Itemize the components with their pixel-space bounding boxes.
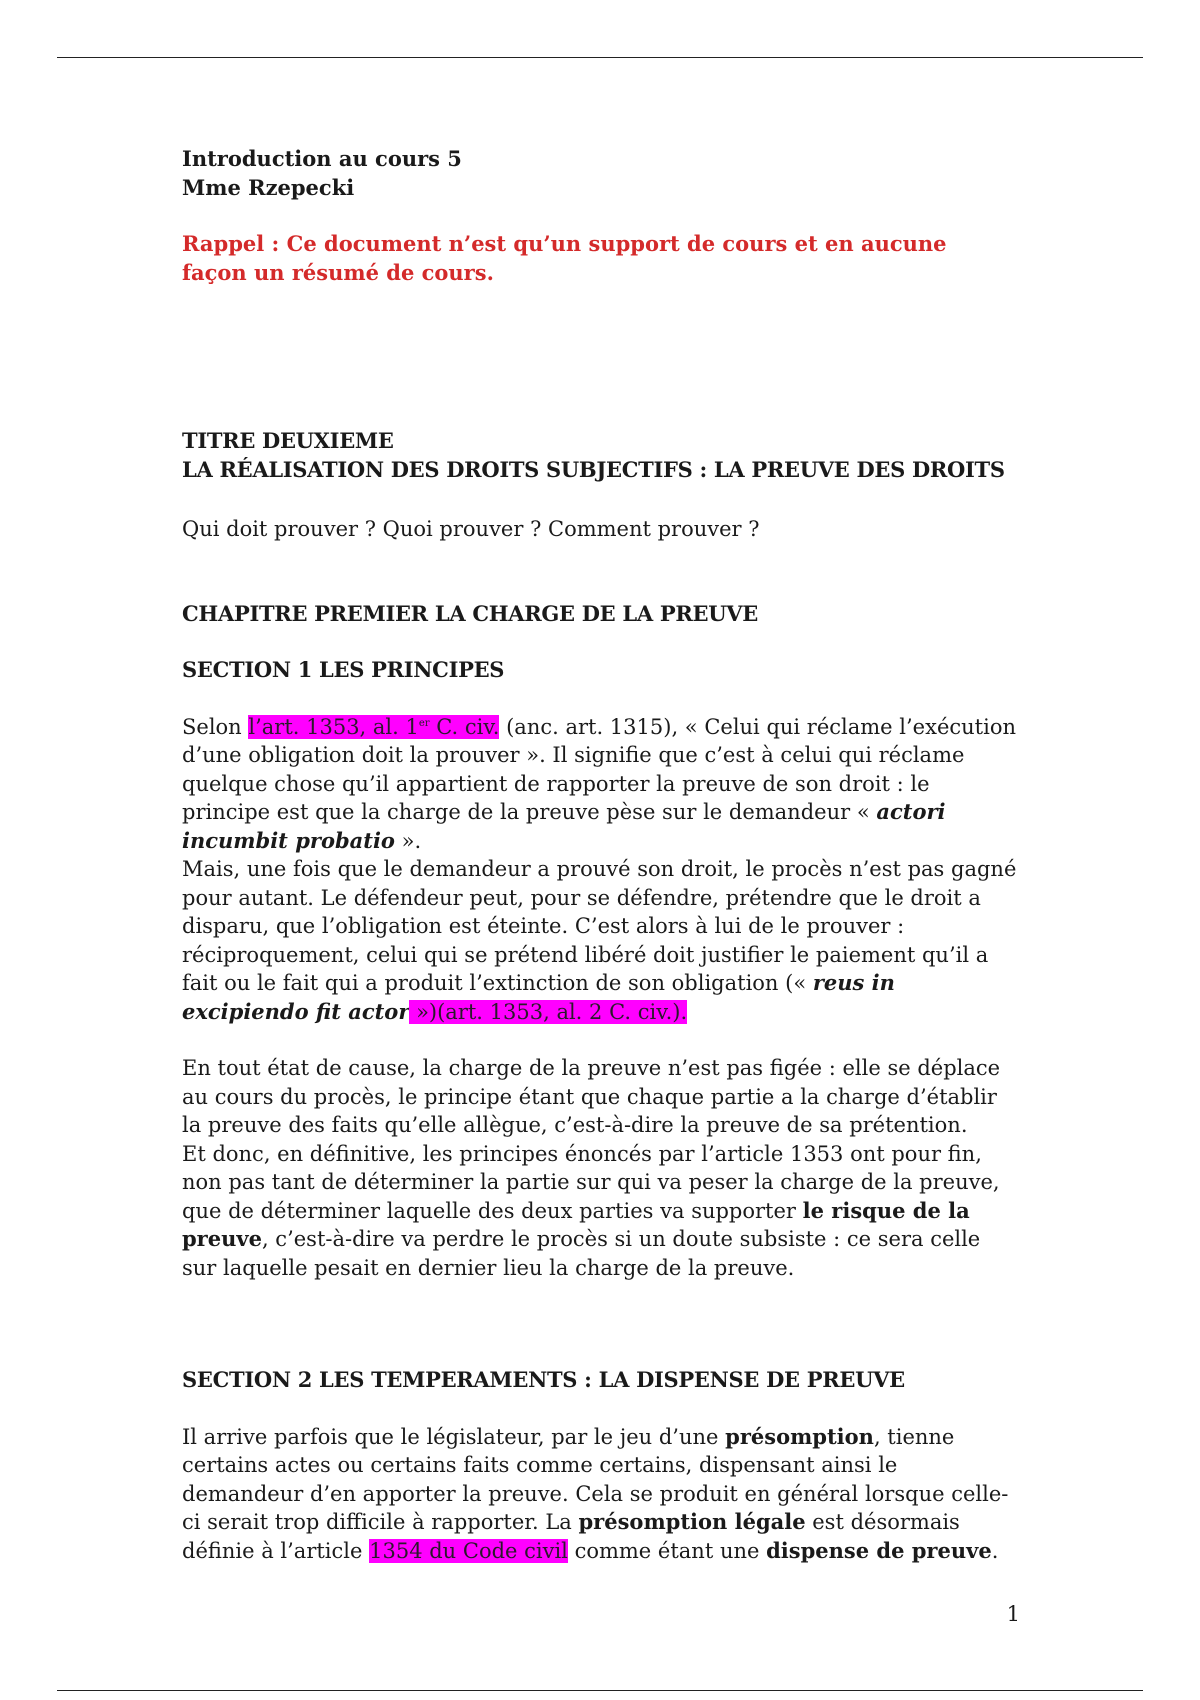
title-main: LA RÉALISATION DES DROITS SUBJECTIFS : LA PREUVE DES DROITS <box>182 456 1005 482</box>
title-label: TITRE DEUXIEME <box>182 428 394 453</box>
article-reference-highlight: »)(art. 1353, al. 2 C. civ.). <box>409 999 688 1024</box>
reminder-note: Rappel : Ce document n’est qu’un support de cours et en aucune façon un résumé de cours. <box>182 231 947 285</box>
bottom-rule <box>57 1690 1143 1691</box>
course-line: Introduction au cours 5 <box>182 146 462 171</box>
article-reference-highlight: l’art. 1353, al. 1er C. civ. <box>248 714 500 739</box>
top-rule <box>57 57 1143 58</box>
page-number: 1 <box>1006 1602 1020 1626</box>
chapter-heading: CHAPITRE PREMIER LA CHARGE DE LA PREUVE <box>182 600 758 626</box>
section1-heading: SECTION 1 LES PRINCIPES <box>182 657 505 682</box>
section2-heading: SECTION 2 LES TEMPERAMENTS : LA DISPENSE DE PREUVE <box>182 1367 905 1392</box>
teacher-name: Mme Rzepecki <box>182 174 355 200</box>
section1-paragraph-4: Et donc, en définitive, les principes énoncés par l’article 1353 ont pour fin, non pas tant de déterminer la partie sur qui va peser la charge de la preuve, que de déterminer laquelle des deux parties va supporter le risque de la preuve, c’est-à-dire va perdre le procès si un doute subsiste : ce sera celle sur laquelle pesait en dernier lieu la charge de la preuve. <box>182 1141 1000 1280</box>
section1-paragraph-3: En tout état de cause, la charge de la preuve n’est pas figée : elle se déplace au cours du procès, le principe étant que chaque partie a la charge d’établir la preuve des faits qu’elle allègue, c’est-à-dire la preuve de sa prétention. <box>182 1056 1001 1137</box>
questions-line: Qui doit prouver ? Quoi prouver ? Comment prouver ? <box>182 517 760 541</box>
article-reference-highlight: 1354 du Code civil <box>369 1538 568 1563</box>
document-body <box>182 145 1018 1565</box>
section1-paragraph-2: Mais, une fois que le demandeur a prouvé son droit, le procès n’est pas gagné pour autant. Le défendeur peut, pour se défendre, prétendre que le droit a disparu, que l’obligation est éteinte. C’est alors à lui de le prouver : réciproquement, celui qui se prétend libéré doit justifier le paiement qu’il a fait ou le fait qui a produit l’extinction de son obligation (« reus in excipiendo fit actor »)(art. 1353, al. 2 C. civ.). <box>182 857 1017 1024</box>
section2-paragraph-1: Il arrive parfois que le législateur, par le jeu d’une présomption, tienne certains actes ou certains faits comme certains, dispensant ainsi le demandeur d’en apporter la preuve. Cela se produit en général lorsque celle-ci serait trop difficile à rapporter. La présomption légale est désormais définie à l’article 1354 du Code civil comme étant une dispense de preuve. <box>182 1423 1009 1563</box>
section1-paragraph-1: Selon l’art. 1353, al. 1er C. civ. (anc. art. 1315), « Celui qui réclame l’exécution d’une obligation doit la prouver ». Il signifie que c’est à celui qui réclame quelque chose qu’il appartient de rapporter la preuve de son droit : le principe est que la charge de la preuve pèse sur le demandeur « actori incumbit probatio ». <box>182 714 1016 853</box>
